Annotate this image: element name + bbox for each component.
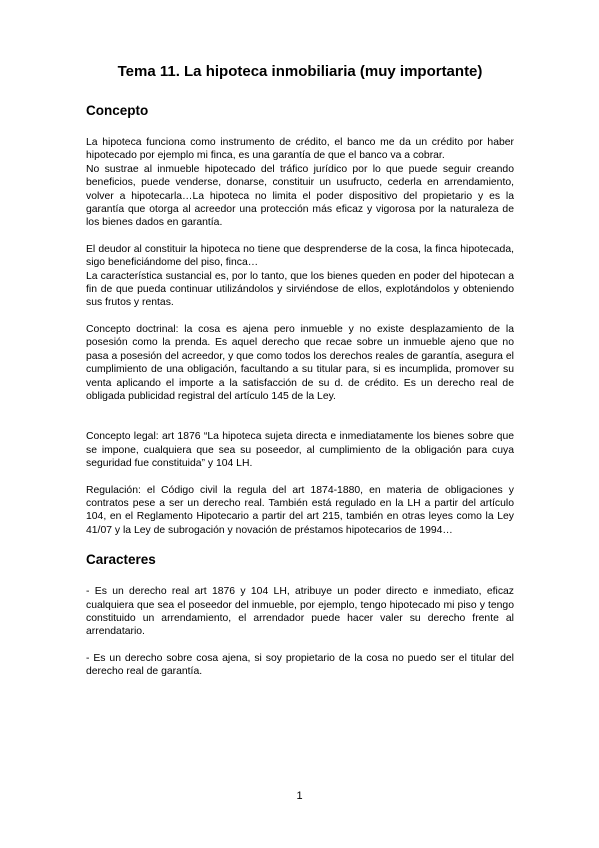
paragraph-deudor: El deudor al constituir la hipoteca no tiene que desprenderse de la cosa, la finca hipotecada, sigo beneficiándome del piso, finca… [86,243,514,269]
paragraph-instrumento-credito: La hipoteca funciona como instrumento de crédito, el banco me da un crédito por haber hipotecado por ejemplo mi finca, es una garantía de que el banco va a cobrar. [86,137,514,162]
paragraph-derecho-real: - Es un derecho real art 1876 y 104 LH, atribuye un poder directo e inmediato, eficaz cualquiera que sea el poseedor del inmueble, por ejemplo, tengo hipotecado mi piso y tengo constituido un arrendamiento, el arrendador puede hacer valer su derecho frente al arrendatario. [86,586,514,638]
paragraph-trafico-juridico: No sustrae al inmueble hipotecado del tráfico jurídico por lo que puede seguir creando beneficios, puede venderse, donarse, constituir un usufructo, cederla en arrendamiento, volver a hipotecarla…La hipoteca no limita el poder dispositivo del propietario y es la garantía que otorga al acreedor una protección más eficaz y vigorosa por la naturaleza de los bienes dados en garantía. [86,163,514,229]
paragraph-cosa-ajena: - Es un derecho sobre cosa ajena, si soy propietario de la cosa no puedo ser el titular del derecho real de garantía. [86,652,514,678]
paragraph-regulacion: Regulación: el Código civil la regula del art 1874-1880, en materia de obligaciones y contratos pese a ser un derecho real. También está regulado en la LH a partir del artículo 104, en el Reglamento Hipotecario a partir del art 215, también en otras leyes como la Ley 41/07 y la Ley de subrogación y novación de préstamos hipotecarios de 1994… [86,484,514,536]
paragraph-concepto-doctrinal: Concepto doctrinal: la cosa es ajena pero inmueble y no existe desplazamiento de la posesión como la prenda. Es aquel derecho que recae sobre un inmueble ajeno que no pasa a posesión del acreedor, y que como todos los derechos reales de garantía, asegura el cumplimiento de una obligación, facultando a su titular para, si es incumplida, promover su venta aplicando el importe a la satisfacción de su d. de crédito. Es un derecho real de obligada publicidad registral del artículo 145 de la Ley. [86,323,514,402]
section-heading-concepto: Concepto [86,103,149,118]
section-heading-caracteres: Caracteres [86,552,156,568]
paragraph-concepto-legal: Concepto legal: art 1876 “La hipoteca sujeta directa e inmediatamente los bienes sobre que se impone, cualquiera que sea su poseedor, al cumplimiento de la obligación para cuya seguridad fue constituida” y 104 LH. [86,431,514,470]
document-title: Tema 11. La hipoteca inmobiliaria (muy importante) [117,63,483,80]
page-number: 1 [296,790,303,802]
paragraph-caracteristica-sustancial: La característica sustancial es, por lo tanto, que los bienes queden en poder del hipotecan a fin de que pueda continuar utilizándolos y sirviéndose de ellos, explotándolos y obteniendo sus frutos y rentas. [86,270,514,309]
document-page [86,62,514,679]
